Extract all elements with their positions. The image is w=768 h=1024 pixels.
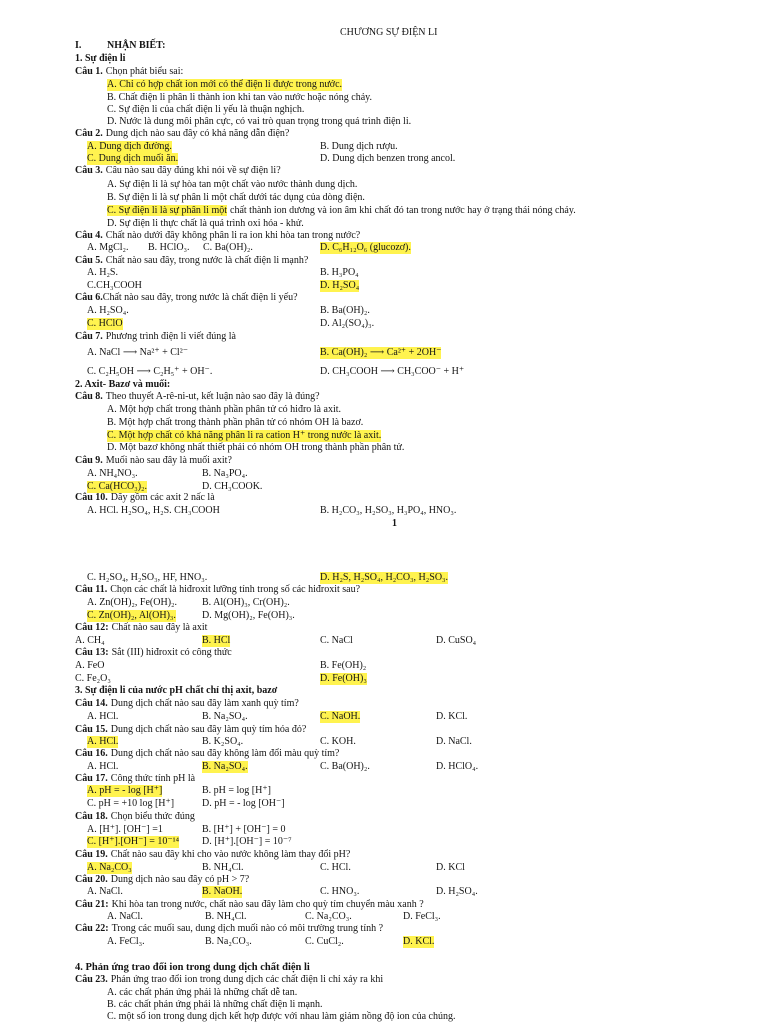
q16-option-d: D. HClO₄. bbox=[436, 761, 479, 772]
q22-stem bbox=[75, 923, 383, 935]
q6-option-a: A. H₂SO₄. bbox=[87, 305, 129, 316]
q5-label: Câu 5. bbox=[75, 255, 103, 266]
q1-option-d: D. Nước là dung môi phân cực, có vai trò quan trọng trong quá trình điện li. bbox=[107, 116, 412, 127]
q15-option-c: C. KOH. bbox=[320, 736, 356, 747]
q4-option-c: C. Ba(OH)₂. bbox=[203, 242, 253, 253]
q9-stem bbox=[75, 455, 232, 467]
q12-text: Chất nào sau đây là axit bbox=[111, 622, 208, 633]
q2-label: Câu 2. bbox=[75, 128, 103, 139]
q19-option-d: D. KCl bbox=[436, 862, 465, 873]
q23-label: Câu 23. bbox=[75, 974, 108, 985]
q12-option-b: B. HCl bbox=[202, 635, 231, 646]
q20-option-a: A. NaCl. bbox=[87, 886, 123, 897]
q3-option-c bbox=[107, 205, 576, 217]
q5-option-c: C.CH₃COOH bbox=[87, 280, 142, 291]
q23-option-c: C. một số ion trong dung dịch kết hợp được với nhau làm giảm nồng độ ion của chúng. bbox=[107, 1011, 456, 1022]
q2-option-d: D. Dung dịch benzen trong ancol. bbox=[320, 153, 456, 164]
q15-stem bbox=[75, 724, 306, 736]
q18-option-a: A. [H⁺]. [OH⁻] =1 bbox=[87, 824, 163, 835]
q16-option-c: C. Ba(OH)₂. bbox=[320, 761, 370, 772]
q6-stem bbox=[75, 292, 298, 304]
q17-label: Câu 17. bbox=[75, 773, 108, 784]
q2-option-a: A. Dung dịch đường. bbox=[87, 141, 172, 152]
q9-option-b: B. Na₃PO₄. bbox=[202, 468, 248, 479]
q18-option-b: B. [H⁺] + [OH⁻] = 0 bbox=[202, 824, 286, 835]
q1-text: Chọn phát biểu sai: bbox=[105, 66, 184, 77]
q18-label: Câu 18. bbox=[75, 811, 108, 822]
q6-option-c: C. HClO bbox=[87, 318, 123, 329]
q3-option-c-highlighted: C. Sự điện li là sự phân li một bbox=[107, 205, 228, 216]
q11-option-b: B. Al(OH)₃, Cr(OH)₂. bbox=[202, 597, 290, 608]
q1-option-a: A. Chỉ có hợp chất ion mới có thể điện li được trong nước. bbox=[107, 79, 343, 90]
q7-option-a: A. NaCl ⟶ Na²⁺ + Cl²⁻ bbox=[87, 347, 188, 358]
q2-stem bbox=[75, 128, 289, 140]
q20-option-b: B. NaOH. bbox=[202, 886, 243, 897]
q16-stem bbox=[75, 748, 339, 760]
q11-stem bbox=[75, 584, 360, 596]
q13-option-c: C. Fe₂O₃ bbox=[75, 673, 111, 684]
q13-option-d: D. Fe(OH)₃ bbox=[320, 673, 367, 684]
q13-label: Câu 13: bbox=[75, 647, 109, 658]
q17-option-d: D. pH = - log [OH⁻] bbox=[202, 798, 285, 809]
q8-option-c: C. Một hợp chất có khả năng phân li ra cation H⁺ trong nước là axit. bbox=[107, 430, 382, 441]
q12-label: Câu 12: bbox=[75, 622, 109, 633]
q17-stem bbox=[75, 773, 195, 785]
q10-label: Câu 10. bbox=[75, 492, 108, 503]
q2-option-c: C. Dung dịch muối ăn. bbox=[87, 153, 179, 164]
q5-option-b: B. H₃PO₄ bbox=[320, 267, 359, 278]
q10-stem bbox=[75, 492, 215, 504]
q5-stem bbox=[75, 255, 308, 267]
q23-stem bbox=[75, 974, 383, 986]
q4-option-b: B. HClO₃. bbox=[148, 242, 190, 253]
q4-stem bbox=[75, 230, 360, 242]
section-heading-3: 3. Sự điện li của nước pH chất chỉ thị axit, bazơ bbox=[75, 685, 278, 696]
q19-option-c: C. HCl. bbox=[320, 862, 351, 873]
q13-stem bbox=[75, 647, 232, 659]
q19-stem bbox=[75, 849, 350, 861]
q7-text: Phương trình điện li viết đúng là bbox=[105, 331, 236, 342]
q23-text: Phản ứng trao đổi ion trong dung dịch các chất điện li chỉ xảy ra khi bbox=[110, 974, 384, 985]
q12-option-c: C. NaCl bbox=[320, 635, 353, 646]
q5-text: Chất nào sau đây, trong nước là chất điện li mạnh? bbox=[105, 255, 309, 266]
q15-option-b: B. K₂SO₄. bbox=[202, 736, 244, 747]
q21-option-a: A. NaCl. bbox=[107, 911, 143, 922]
q20-stem bbox=[75, 874, 249, 886]
q3-option-d: D. Sự điện li thực chất là quá trình oxi hóa - khử. bbox=[107, 218, 304, 229]
q17-text: Công thức tính pH là bbox=[110, 773, 196, 784]
q2-option-b: B. Dung dịch rượu. bbox=[320, 141, 398, 152]
q8-label: Câu 8. bbox=[75, 391, 103, 402]
q15-option-d: D. NaCl. bbox=[436, 736, 472, 747]
q19-label: Câu 19. bbox=[75, 849, 108, 860]
q8-option-a: A. Một hợp chất trong thành phần phân tử có hiđro là axit. bbox=[107, 404, 341, 415]
q11-label: Câu 11. bbox=[75, 584, 108, 595]
q11-option-a: A. Zn(OH)₂, Fe(OH)₂. bbox=[87, 597, 178, 608]
q14-option-c: C. NaOH. bbox=[320, 711, 361, 722]
q21-text: Khi hòa tan trong nước, chất nào sau đây làm cho quỳ tím chuyển màu xanh ? bbox=[111, 899, 424, 910]
q20-label: Câu 20. bbox=[75, 874, 108, 885]
q14-stem bbox=[75, 698, 299, 710]
q11-text: Chọn các chất là hiđroxit lưỡng tính trong số các hiđroxit sau? bbox=[110, 584, 361, 595]
q20-text: Dung dịch nào sau đây có pH > 7? bbox=[110, 874, 250, 885]
q17-option-a: A. pH = - log [H⁺] bbox=[87, 785, 163, 796]
q9-option-a: A. NH₄NO₃. bbox=[87, 468, 138, 479]
q9-option-c: C. Ca(HCO₃)₂. bbox=[87, 481, 148, 492]
q4-label: Câu 4. bbox=[75, 230, 103, 241]
section-heading-4: 4. Phản ứng trao đổi ion trong dung dịch chất điện li bbox=[75, 962, 310, 973]
q9-label: Câu 9. bbox=[75, 455, 103, 466]
q12-option-a: A. CH₄ bbox=[75, 635, 105, 646]
q10-option-c: C. H₂SO₄, H₂SO₃, HF, HNO₃. bbox=[87, 572, 208, 583]
q7-stem bbox=[75, 331, 236, 343]
q4-option-a: A. MgCl₂. bbox=[87, 242, 129, 253]
q21-stem bbox=[75, 899, 424, 911]
q21-option-d: D. FeCl₃. bbox=[403, 911, 441, 922]
q3-option-c-rest: chất thành ion dương và ion âm khi chất đó tan trong nước hay ở trạng thái nóng chảy. bbox=[230, 205, 576, 216]
q10-option-b: B. H₂CO₃, H₂SO₃, H₃PO₄, HNO₃. bbox=[320, 505, 457, 516]
q1-option-b: B. Chất điện li phân li thành ion khi tan vào nước hoặc nóng chảy. bbox=[107, 92, 373, 103]
q14-option-a: A. HCl. bbox=[87, 711, 119, 722]
q19-option-a: A. Na₂CO₃ bbox=[87, 862, 132, 873]
part-number: I. bbox=[75, 40, 82, 51]
q1-stem bbox=[75, 66, 183, 78]
q3-option-a: A. Sự điện li là sự hòa tan một chất vào nước thành dung dịch. bbox=[107, 179, 358, 190]
q5-option-a: A. H₂S. bbox=[87, 267, 118, 278]
q7-option-c: C. C₂H₅OH ⟶ C₂H₅⁺ + OH⁻. bbox=[87, 366, 213, 377]
q3-stem bbox=[75, 165, 281, 177]
q18-option-d: D. [H⁺].[OH⁻] = 10⁻⁷ bbox=[202, 836, 292, 847]
q21-option-b: B. NH₄Cl. bbox=[205, 911, 247, 922]
q6-label: Câu 6. bbox=[75, 292, 103, 303]
q18-text: Chọn biểu thức đúng bbox=[110, 811, 195, 822]
document-title: CHƯƠNG SỰ ĐIỆN LI bbox=[340, 27, 438, 38]
q15-option-a: A. HCl. bbox=[87, 736, 119, 747]
page-number: 1 bbox=[392, 518, 397, 529]
q11-option-c: C. Zn(OH)₂, Al(OH)₃. bbox=[87, 610, 176, 621]
q12-option-d: D. CuSO₄ bbox=[436, 635, 477, 646]
q17-option-c: C. pH = +10 log [H⁺] bbox=[87, 798, 175, 809]
q9-text: Muối nào sau đây là muối axit? bbox=[105, 455, 232, 466]
q6-option-b: B. Ba(OH)₂. bbox=[320, 305, 370, 316]
q13-option-a: A. FeO bbox=[75, 660, 105, 671]
q3-text: Câu nào sau đây đúng khi nói về sự điện li? bbox=[105, 165, 281, 176]
q16-option-b: B. Na₂SO₄. bbox=[202, 761, 248, 772]
q13-text: Sắt (III) hiđroxit có công thức bbox=[111, 647, 232, 658]
q14-option-b: B. Na₂SO₄. bbox=[202, 711, 248, 722]
q8-option-d: D. Một bazơ không nhất thiết phải có nhóm OH trong thành phần phân tử. bbox=[107, 442, 405, 453]
q6-option-d: D. Al₂(SO₄)₃. bbox=[320, 318, 375, 329]
q21-label: Câu 21: bbox=[75, 899, 109, 910]
q15-label: Câu 15. bbox=[75, 724, 108, 735]
q6-text: Chất nào sau đây, trong nước là chất điện li yếu? bbox=[102, 292, 298, 303]
q13-option-b: B. Fe(OH)₂ bbox=[320, 660, 367, 671]
q16-text: Dung dịch chất nào sau đây không làm đổi màu quỳ tím? bbox=[110, 748, 340, 759]
q20-option-d: D. H₂SO₄. bbox=[436, 886, 478, 897]
part-heading: NHẬN BIẾT: bbox=[107, 40, 166, 51]
q14-label: Câu 14. bbox=[75, 698, 108, 709]
q23-option-a: A. các chất phản ứng phải là những chất dễ tan. bbox=[107, 987, 298, 998]
q15-text: Dung dịch chất nào sau đây làm quỳ tím hóa đỏ? bbox=[110, 724, 307, 735]
q8-stem bbox=[75, 391, 320, 403]
q4-text: Chất nào dưới đây không phân li ra ion khi hòa tan trong nước? bbox=[105, 230, 361, 241]
q18-option-c: C. [H⁺].[OH⁻] = 10⁻¹⁴ bbox=[87, 836, 180, 847]
q22-option-a: A. FeCl₃. bbox=[107, 936, 145, 947]
q2-text: Dung dịch nào sau đây có khả năng dẫn điện? bbox=[105, 128, 290, 139]
q23-option-b: B. các chất phản ứng phải là những chất điện li mạnh. bbox=[107, 999, 323, 1010]
q18-stem bbox=[75, 811, 195, 823]
q9-option-d: D. CH₃COOK. bbox=[202, 481, 263, 492]
q12-stem bbox=[75, 622, 207, 634]
q7-label: Câu 7. bbox=[75, 331, 103, 342]
q21-option-c: C. Na₂CO₃. bbox=[305, 911, 352, 922]
q22-option-d: D. KCl. bbox=[403, 936, 435, 947]
q22-label: Câu 22: bbox=[75, 923, 109, 934]
q8-text: Theo thuyết A-rê-ni-ut, kết luận nào sao đây là đúng? bbox=[105, 391, 320, 402]
q8-option-b: B. Một hợp chất trong thành phần phân tử có nhóm OH là bazơ. bbox=[107, 417, 364, 428]
q7-option-d: D. CH₃COOH ⟶ CH₃COO⁻ + H⁺ bbox=[320, 366, 465, 377]
q1-label: Câu 1. bbox=[75, 66, 103, 77]
q11-option-d: D. Mg(OH)₂, Fe(OH)₃. bbox=[202, 610, 295, 621]
q19-option-b: B. NH₄Cl. bbox=[202, 862, 244, 873]
q10-option-d: D. H₂S, H₂SO₄, H₂CO₃, H₂SO₃. bbox=[320, 572, 449, 583]
q10-text: Dãy gồm các axit 2 nấc là bbox=[110, 492, 215, 503]
q22-option-b: B. Na₂CO₃. bbox=[205, 936, 252, 947]
q3-label: Câu 3. bbox=[75, 165, 103, 176]
q4-option-d: D. C₆H₁₂O₆ (glucozơ). bbox=[320, 242, 411, 253]
section-heading-2: 2. Axit- Bazơ và muối: bbox=[75, 379, 171, 390]
q10-option-a: A. HCl. H₂SO₄, H₂S. CH₃COOH bbox=[87, 505, 220, 516]
q14-text: Dung dịch chất nào sau đây làm xanh quỳ tím? bbox=[110, 698, 299, 709]
q22-text: Trong các muối sau, dung dịch muối nào có môi trường trung tính ? bbox=[111, 923, 384, 934]
q1-option-c: C. Sự điện li của chất điện li yếu là thuận nghịch. bbox=[107, 104, 305, 115]
q14-option-d: D. KCl. bbox=[436, 711, 468, 722]
q16-option-a: A. HCl. bbox=[87, 761, 119, 772]
section-heading-1: 1. Sự điện li bbox=[75, 53, 126, 64]
q16-label: Câu 16. bbox=[75, 748, 108, 759]
q22-option-c: C. CuCl₂. bbox=[305, 936, 344, 947]
q17-option-b: B. pH = log [H⁺] bbox=[202, 785, 271, 796]
q3-option-b: B. Sự điện li là sự phân li một chất dưới tác dụng của dòng điện. bbox=[107, 192, 365, 203]
q20-option-c: C. HNO₃. bbox=[320, 886, 360, 897]
q7-option-b: B. Ca(OH)₂ ⟶ Ca²⁺ + 2OH⁻ bbox=[320, 347, 442, 358]
q5-option-d: D. H₂SO₄ bbox=[320, 280, 360, 291]
q19-text: Chất nào sau đây khi cho vào nước không làm thay đổi pH? bbox=[110, 849, 351, 860]
